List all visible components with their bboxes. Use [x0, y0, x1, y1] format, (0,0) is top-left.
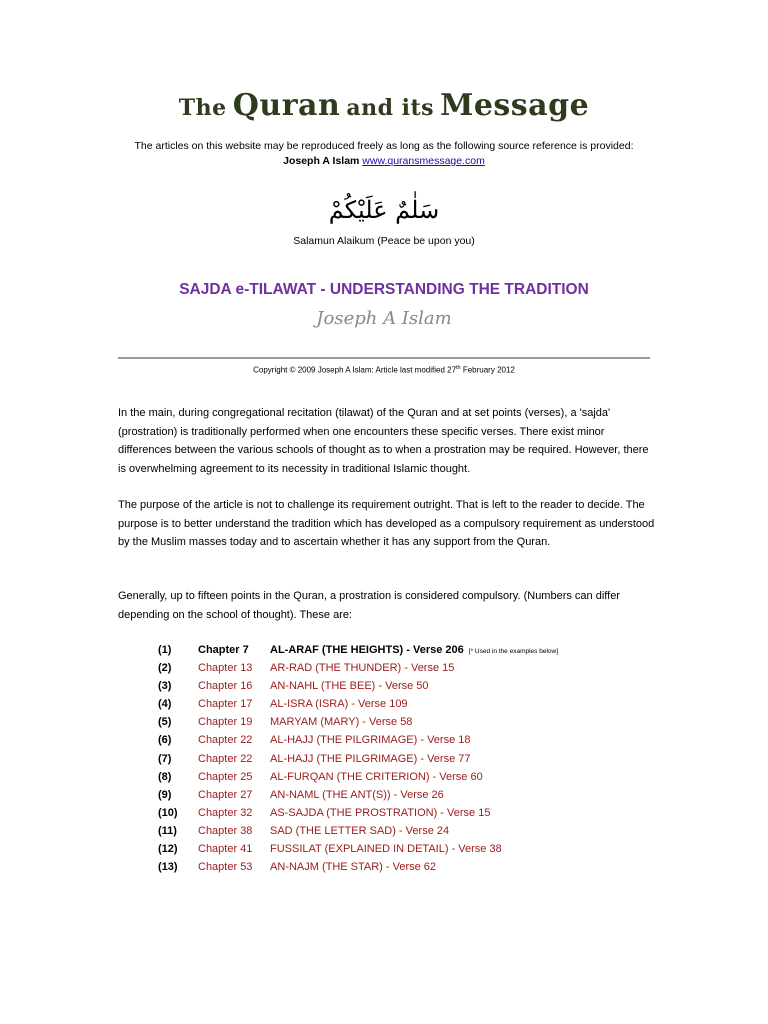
verse-note: [* Used in the examples below] — [468, 648, 559, 655]
verse-number: (13) — [158, 861, 178, 874]
arabic-greeting: سَلٰمٌ عَلَيْكُمْ — [328, 196, 440, 224]
verse-row — [118, 750, 678, 768]
verse-row — [118, 840, 678, 858]
verse-row — [118, 677, 678, 695]
verse-sura: SAD (THE LETTER SAD) - Verse 24 — [270, 824, 450, 837]
verse-row — [118, 768, 678, 786]
verse-sura: FUSSILAT (EXPLAINED IN DETAIL) - Verse 38 — [270, 843, 502, 856]
verse-sura — [270, 641, 558, 661]
verse-chapter: Chapter 53 — [198, 861, 253, 874]
verse-chapter: Chapter 13 — [198, 662, 253, 675]
verse-chapter: Chapter 41 — [198, 843, 253, 856]
copyright-date: February 2012 — [460, 365, 515, 375]
verse-sura: AN-NAJM (THE STAR) - Verse 62 — [270, 861, 437, 874]
verse-sura: AN-NAHL (THE BEE) - Verse 50 — [270, 680, 429, 693]
verse-number: (6) — [158, 734, 172, 747]
verse-sura: MARYAM (MARY) - Verse 58 — [270, 716, 413, 729]
verse-row — [118, 641, 678, 659]
source-author: Joseph A Islam — [283, 155, 360, 167]
verse-chapter: Chapter 25 — [198, 770, 253, 783]
verse-sura: AR-RAD (THE THUNDER) - Verse 15 — [270, 662, 455, 675]
reproduction-notice: The articles on this website may be reproduced freely as long as the following source reference is provided: — [134, 140, 634, 152]
copyright-line — [0, 362, 768, 377]
verse-number: (10) — [158, 806, 178, 819]
verse-number: (2) — [158, 662, 172, 675]
verse-row — [118, 731, 678, 749]
verse-sura: AL-FURQAN (THE CRITERION) - Verse 60 — [270, 770, 483, 783]
verse-chapter: Chapter 27 — [198, 788, 253, 801]
divider-line — [118, 357, 650, 359]
verse-chapter: Chapter 32 — [198, 806, 253, 819]
verse-chapter: Chapter 38 — [198, 824, 253, 837]
verse-row — [118, 659, 678, 677]
verse-chapter: Chapter 22 — [198, 734, 253, 747]
paragraph-purpose: The purpose of the article is not to challenge its requirement outright. That is left to the reader to decide. The purpose is to better understand the tradition which has developed as a compulsory requirement as understood by the Muslim masses today and to ascertain whether it has any support from the Quran. — [118, 499, 655, 548]
article-title: SAJDA e-TILAWAT - UNDERSTANDING THE TRADITION — [179, 281, 589, 298]
verse-sura: AN-NAML (THE ANT(S)) - Verse 26 — [270, 788, 444, 801]
salam-translation: Salamun Alaikum (Peace be upon you) — [293, 235, 475, 247]
verse-sura: AS-SAJDA (THE PROSTRATION) - Verse 15 — [270, 806, 491, 819]
verse-chapter: Chapter 22 — [198, 752, 253, 765]
paragraph-intro: In the main, during congregational recitation (tilawat) of the Quran and at set points (verses), a 'sajda' (prostration) is traditionally performed when one encounters these specific verses. There exist minor differences between the various schools of thought as to when a prostration may be required. However, there is overwhelming agreement to its necessity in traditional Islamic thought. — [118, 407, 649, 475]
site-title — [0, 88, 768, 123]
title-quran: Quran — [232, 88, 341, 123]
verse-number: (11) — [158, 824, 177, 837]
source-reference — [0, 154, 768, 169]
website-link[interactable]: www.quransmessage.com — [362, 155, 485, 167]
title-message: Message — [440, 88, 590, 123]
verse-chapter: Chapter 19 — [198, 716, 253, 729]
verse-number: (9) — [158, 788, 172, 801]
title-and: and its — [346, 95, 435, 121]
verse-number: (7) — [158, 752, 172, 765]
verse-row — [118, 713, 678, 731]
verse-number: (1) — [158, 644, 172, 656]
verse-chapter: Chapter 17 — [198, 698, 253, 711]
verse-sura-name: AL-ARAF (THE HEIGHTS) - Verse 206 — [270, 644, 464, 656]
paragraph-count: Generally, up to fifteen points in the Quran, a prostration is considered compulsory. (Numbers can differ depending on the school of thought). These are: — [118, 590, 620, 621]
verse-row — [118, 858, 678, 876]
verse-row — [118, 786, 678, 804]
verse-number: (3) — [158, 680, 172, 693]
verse-sura: AL-ISRA (ISRA) - Verse 109 — [270, 698, 408, 711]
title-the: The — [178, 95, 227, 121]
verse-row — [118, 695, 678, 713]
verse-chapter: Chapter 7 — [198, 644, 249, 656]
verse-sura: AL-HAJJ (THE PILGRIMAGE) - Verse 18 — [270, 734, 471, 747]
verse-row — [118, 804, 678, 822]
verse-number: (4) — [158, 698, 172, 711]
copyright-text: Copyright © 2009 Joseph A Islam: Article last modified 27 — [253, 365, 457, 375]
verse-list — [118, 641, 678, 876]
verse-number: (5) — [158, 716, 172, 729]
verse-chapter: Chapter 16 — [198, 680, 253, 693]
author-signature: Joseph A Islam — [316, 308, 452, 329]
verse-sura: AL-HAJJ (THE PILGRIMAGE) - Verse 77 — [270, 752, 471, 765]
verse-number: (8) — [158, 770, 172, 783]
verse-row — [118, 822, 678, 840]
copyright-sup: th — [456, 365, 461, 371]
verse-number: (12) — [158, 843, 178, 856]
